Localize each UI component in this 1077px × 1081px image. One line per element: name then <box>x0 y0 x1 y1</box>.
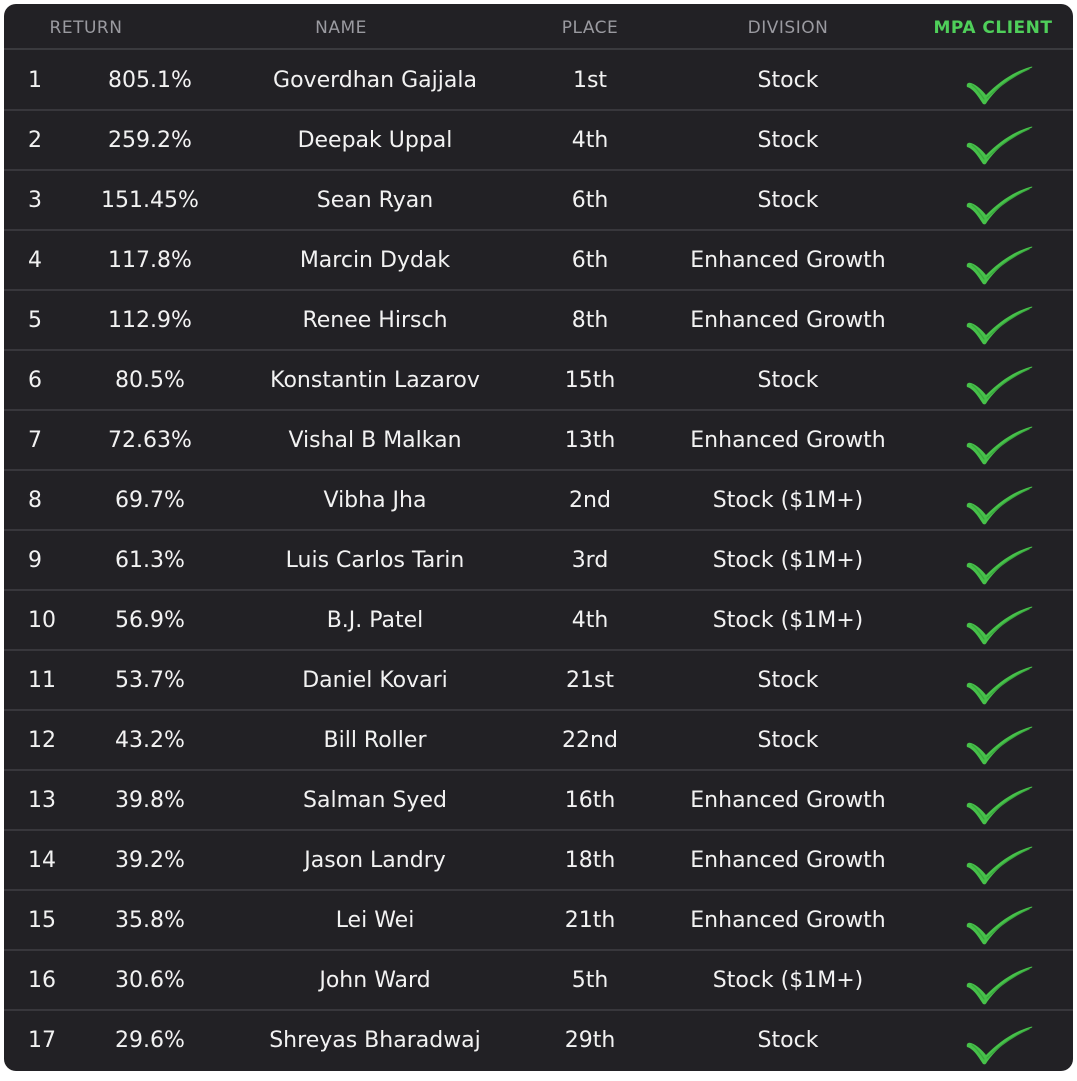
place-cell: 16th <box>564 788 616 813</box>
place-cell: 6th <box>571 188 609 213</box>
checkmark-icon <box>954 351 1044 409</box>
checkmark-icon <box>954 291 1044 349</box>
rank-cell: 7 <box>28 428 42 453</box>
checkmark-icon <box>954 771 1044 829</box>
name-cell: Salman Syed <box>303 788 447 813</box>
place-cell: 5th <box>571 968 609 993</box>
results-table <box>4 4 1073 1071</box>
return-cell: 151.45% <box>101 188 199 213</box>
checkmark-icon <box>954 591 1044 649</box>
return-cell: 39.8% <box>115 788 185 813</box>
name-cell: Vishal B Malkan <box>288 428 462 453</box>
rank-cell: 16 <box>28 968 56 993</box>
return-cell: 29.6% <box>115 1028 185 1053</box>
header-mpa-client: MPA CLIENT <box>933 18 1053 38</box>
division-cell: Stock <box>757 188 819 213</box>
rank-cell: 12 <box>28 728 56 753</box>
place-cell: 29th <box>564 1028 616 1053</box>
header-division: DIVISION <box>747 18 829 38</box>
place-cell: 3rd <box>571 548 609 573</box>
rank-cell: 6 <box>28 368 42 393</box>
place-cell: 1st <box>572 68 608 93</box>
division-cell: Stock <box>757 728 819 753</box>
division-cell: Stock ($1M+) <box>712 968 864 993</box>
table-row <box>4 1011 1073 1071</box>
rank-cell: 8 <box>28 488 42 513</box>
name-cell: Daniel Kovari <box>302 668 448 693</box>
division-cell: Stock ($1M+) <box>712 488 864 513</box>
table-row <box>4 711 1073 771</box>
checkmark-icon <box>954 411 1044 469</box>
rank-cell: 5 <box>28 308 42 333</box>
place-cell: 2nd <box>569 488 611 513</box>
table-row <box>4 831 1073 891</box>
rank-cell: 14 <box>28 848 56 873</box>
table-header <box>4 4 1073 50</box>
header-place: PLACE <box>561 18 619 38</box>
table-row <box>4 531 1073 591</box>
name-cell: Bill Roller <box>323 728 427 753</box>
division-cell: Stock <box>757 668 819 693</box>
name-cell: Renee Hirsch <box>302 308 448 333</box>
checkmark-icon <box>954 891 1044 949</box>
place-cell: 8th <box>571 308 609 333</box>
rank-cell: 3 <box>28 188 42 213</box>
division-cell: Enhanced Growth <box>690 848 886 873</box>
division-cell: Stock <box>757 68 819 93</box>
table-row <box>4 891 1073 951</box>
name-cell: Marcin Dydak <box>299 248 451 273</box>
name-cell: Jason Landry <box>304 848 446 873</box>
division-cell: Enhanced Growth <box>690 788 886 813</box>
return-cell: 39.2% <box>115 848 185 873</box>
return-cell: 72.63% <box>108 428 192 453</box>
place-cell: 15th <box>564 368 616 393</box>
place-cell: 13th <box>564 428 616 453</box>
rank-cell: 15 <box>28 908 56 933</box>
division-cell: Stock <box>757 128 819 153</box>
name-cell: Goverdhan Gajjala <box>273 68 477 93</box>
division-cell: Enhanced Growth <box>690 908 886 933</box>
rank-cell: 17 <box>28 1028 56 1053</box>
table-row <box>4 651 1073 711</box>
division-cell: Stock ($1M+) <box>712 548 864 573</box>
return-cell: 61.3% <box>115 548 185 573</box>
place-cell: 21th <box>564 908 616 933</box>
checkmark-icon <box>954 831 1044 889</box>
checkmark-icon <box>954 471 1044 529</box>
table-body <box>4 51 1073 1071</box>
rank-cell: 13 <box>28 788 56 813</box>
checkmark-icon <box>954 651 1044 709</box>
name-cell: Deepak Uppal <box>297 128 453 153</box>
name-cell: Konstantin Lazarov <box>270 368 480 393</box>
checkmark-icon <box>954 111 1044 169</box>
table-row <box>4 411 1073 471</box>
checkmark-icon <box>954 51 1044 109</box>
table-row <box>4 771 1073 831</box>
return-cell: 117.8% <box>108 248 192 273</box>
checkmark-icon <box>954 711 1044 769</box>
division-cell: Enhanced Growth <box>690 428 886 453</box>
name-cell: Lei Wei <box>335 908 415 933</box>
place-cell: 21st <box>565 668 615 693</box>
checkmark-icon <box>954 951 1044 1009</box>
division-cell: Stock <box>757 368 819 393</box>
return-cell: 112.9% <box>108 308 192 333</box>
table-row <box>4 951 1073 1011</box>
division-cell: Enhanced Growth <box>690 248 886 273</box>
header-return: RETURN <box>49 18 123 38</box>
rank-cell: 10 <box>28 608 56 633</box>
return-cell: 69.7% <box>115 488 185 513</box>
table-row <box>4 51 1073 111</box>
return-cell: 53.7% <box>115 668 185 693</box>
header-name: NAME <box>315 18 367 38</box>
name-cell: John Ward <box>319 968 431 993</box>
rank-cell: 11 <box>28 668 56 693</box>
division-cell: Stock ($1M+) <box>712 608 864 633</box>
name-cell: Shreyas Bharadwaj <box>269 1028 481 1053</box>
return-cell: 259.2% <box>108 128 192 153</box>
place-cell: 18th <box>564 848 616 873</box>
return-cell: 80.5% <box>115 368 185 393</box>
table-row <box>4 471 1073 531</box>
rank-cell: 1 <box>28 68 42 93</box>
place-cell: 4th <box>571 128 609 153</box>
rank-cell: 9 <box>28 548 42 573</box>
table-row <box>4 171 1073 231</box>
checkmark-icon <box>954 171 1044 229</box>
table-row <box>4 291 1073 351</box>
division-cell: Enhanced Growth <box>690 308 886 333</box>
division-cell: Stock <box>757 1028 819 1053</box>
table-row <box>4 231 1073 291</box>
table-row <box>4 351 1073 411</box>
checkmark-icon <box>954 231 1044 289</box>
rank-cell: 4 <box>28 248 42 273</box>
name-cell: Luis Carlos Tarin <box>285 548 465 573</box>
place-cell: 22nd <box>562 728 618 753</box>
name-cell: Sean Ryan <box>316 188 434 213</box>
return-cell: 35.8% <box>115 908 185 933</box>
return-cell: 30.6% <box>115 968 185 993</box>
checkmark-icon <box>954 1011 1044 1069</box>
checkmark-icon <box>954 531 1044 589</box>
name-cell: B.J. Patel <box>326 608 424 633</box>
rank-cell: 2 <box>28 128 42 153</box>
table-row <box>4 111 1073 171</box>
return-cell: 43.2% <box>115 728 185 753</box>
place-cell: 4th <box>571 608 609 633</box>
name-cell: Vibha Jha <box>323 488 427 513</box>
return-cell: 805.1% <box>108 68 192 93</box>
return-cell: 56.9% <box>115 608 185 633</box>
place-cell: 6th <box>571 248 609 273</box>
table-row <box>4 591 1073 651</box>
